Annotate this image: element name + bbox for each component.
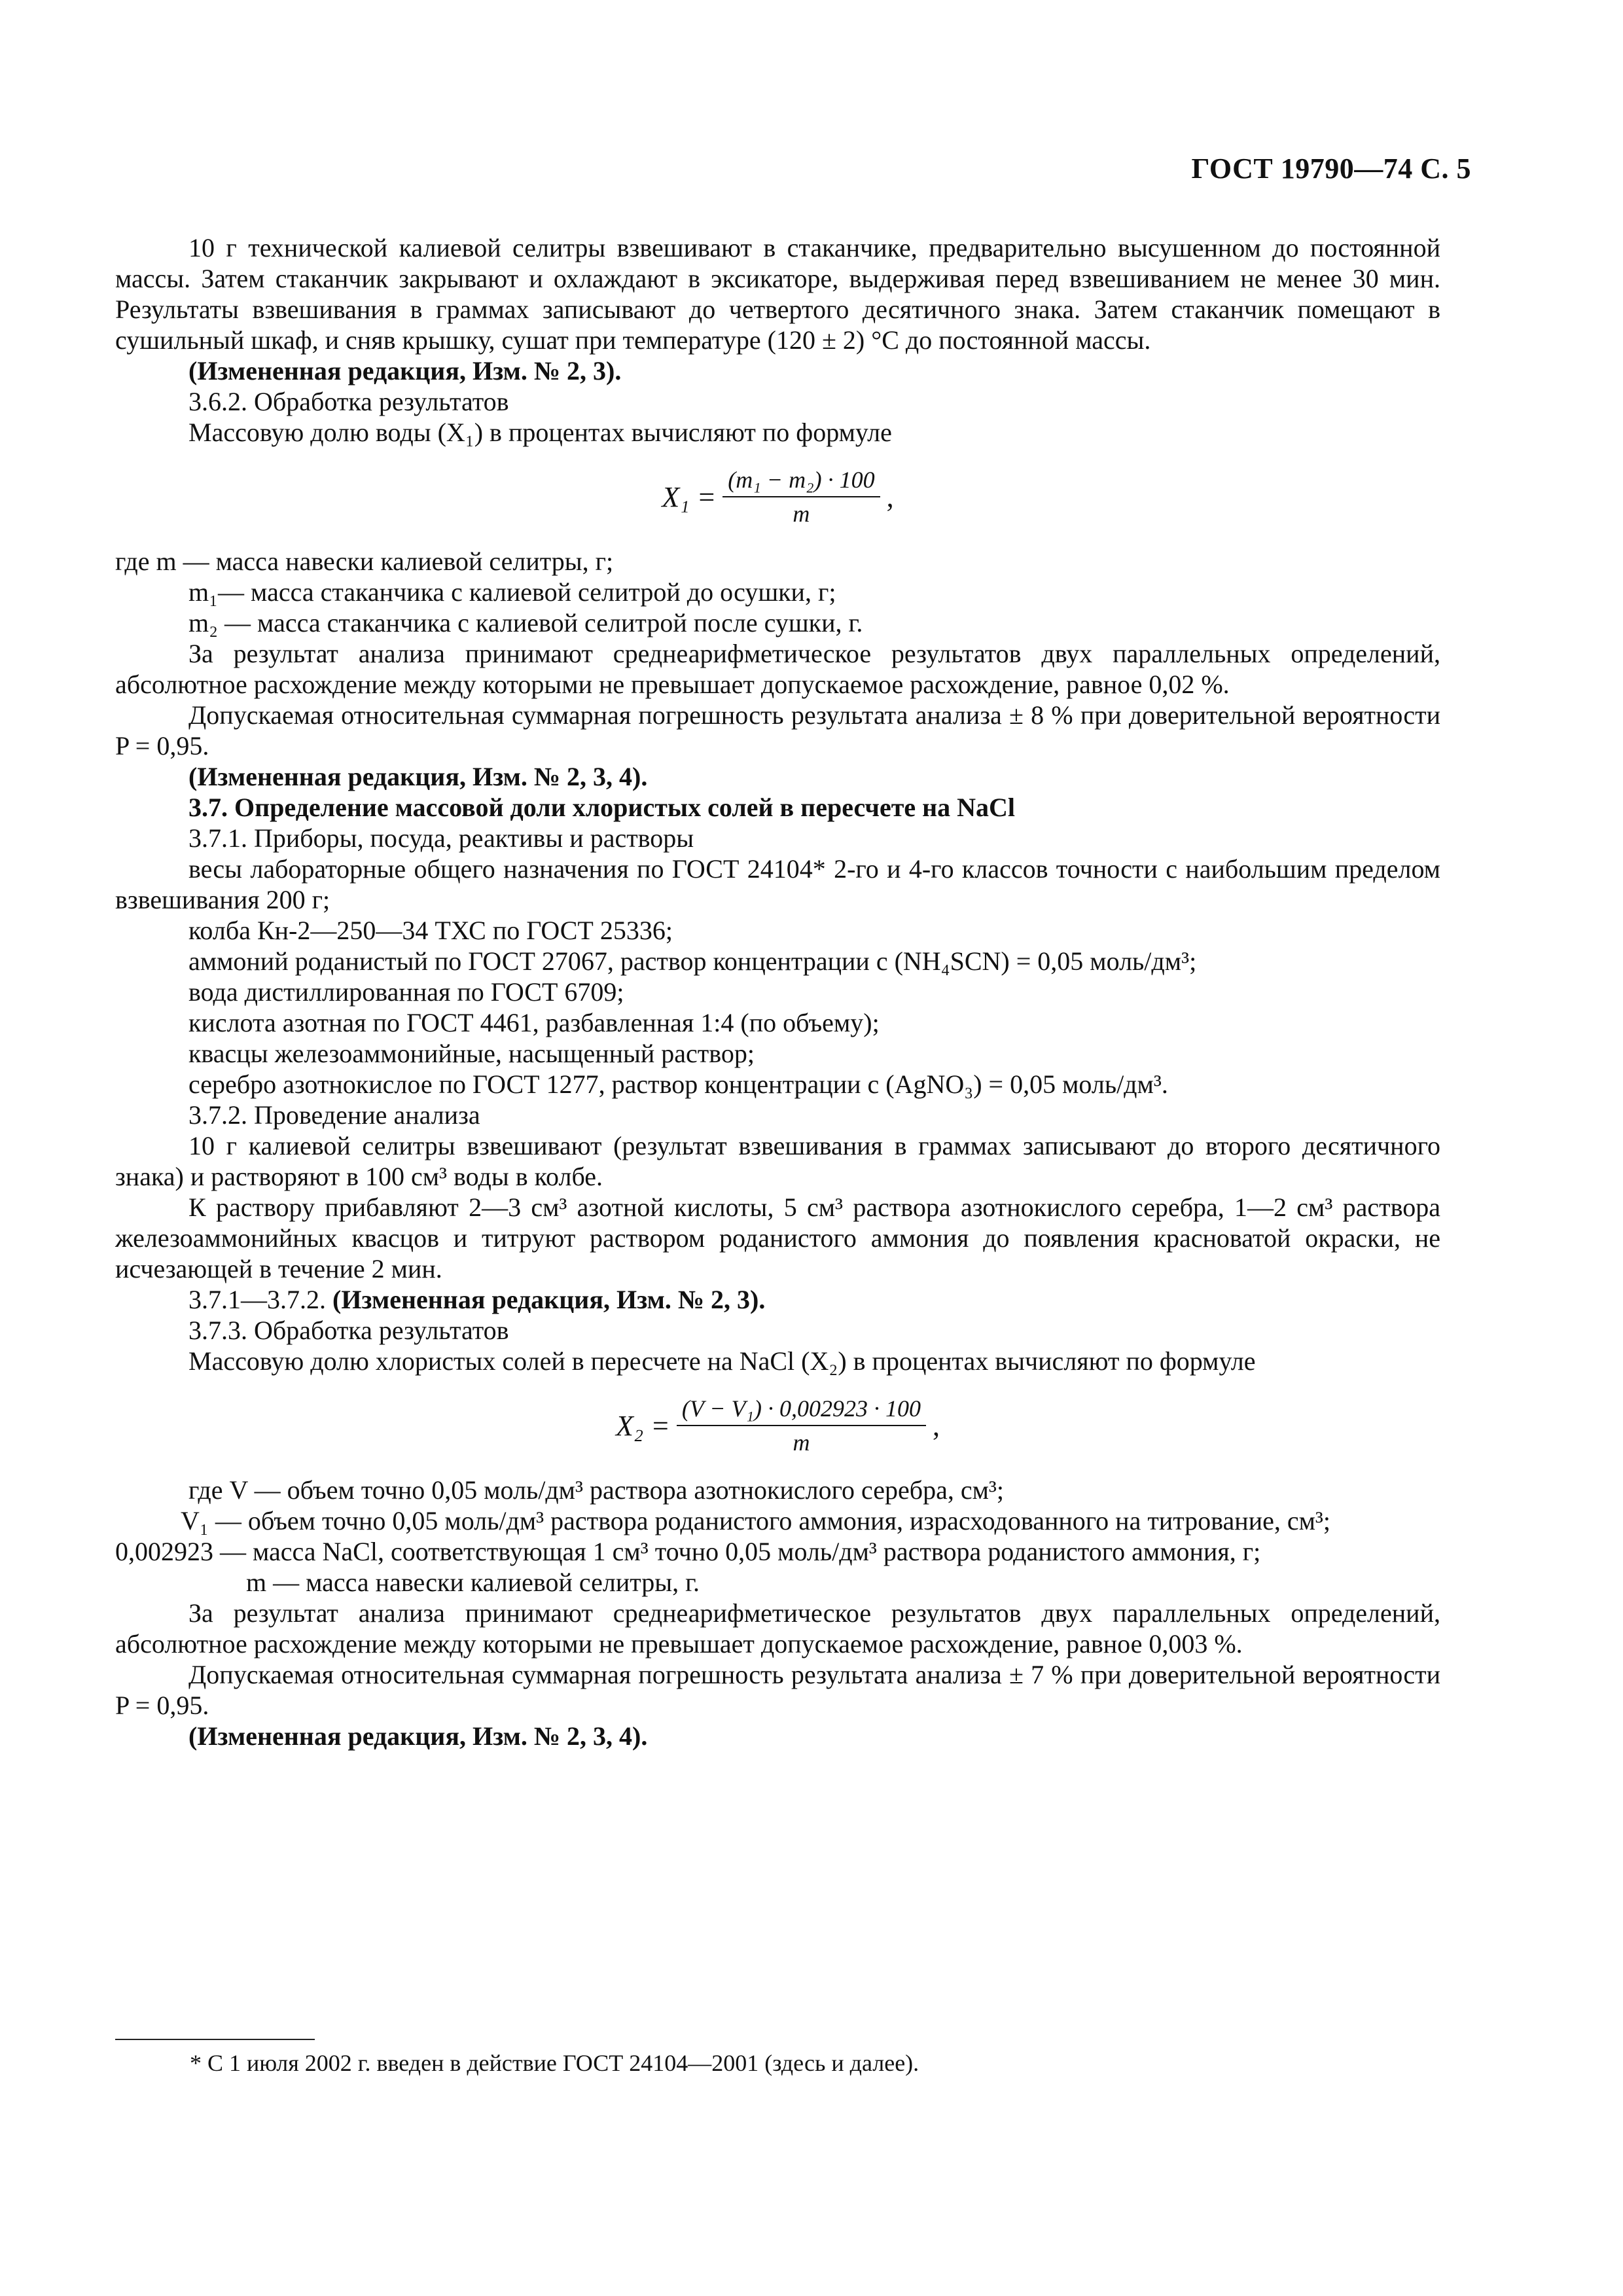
definition-item: m₁— масса стаканчика с калиевой селитрой до осушки, г; <box>188 577 836 607</box>
formula-x1 <box>115 448 1440 546</box>
formula-intro: Массовую долю хлористых солей в пересчете на NaCl (X₂) в процентах вычисляют по формуле <box>188 1346 1256 1376</box>
paragraph: Допускаемая относительная суммарная погрешность результата анализа ± 7 % при доверительной вероятности P = 0,95. <box>115 1660 1440 1720</box>
list-item: квасцы железоаммонийные, насыщенный раствор; <box>188 1039 755 1068</box>
formula-tail: , <box>933 1409 940 1442</box>
list-item: колба Кн-2—250—34 ТХС по ГОСТ 25336; <box>188 916 673 945</box>
footnote: * С 1 июля 2002 г. введен в действие ГОСТ 24104—2001 (здесь и далее). <box>190 2050 919 2076</box>
list-item: серебро азотнокислое по ГОСТ 1277, раствор концентрации c (AgNO₃) = 0,05 моль/дм³. <box>188 1069 1168 1099</box>
definition-item: где V — объем точно 0,05 моль/дм³ раствора азотнокислого серебра, см³; <box>188 1475 1005 1505</box>
equipment-list <box>115 853 1440 1100</box>
list-item: вода дистиллированная по ГОСТ 6709; <box>188 977 624 1007</box>
definitions-list <box>115 546 1440 638</box>
definition-item: m — масса навески калиевой селитры, г. <box>246 1568 700 1597</box>
revision-prefix: 3.7.1—3.7.2. <box>188 1285 326 1314</box>
fraction-denominator: m <box>793 1429 810 1456</box>
definition-item: m₂ — масса стаканчика с калиевой селитрой после сушки, г. <box>188 608 863 637</box>
fraction <box>722 466 880 528</box>
paragraph: За результат анализа принимают среднеарифметическое результатов двух параллельных определений, абсолютное расхождение между которыми не превышает допускаемое расхождение, равное 0,02 %. <box>115 639 1440 699</box>
page-header: ГОСТ 19790—74 С. 5 <box>1191 152 1471 185</box>
paragraph: 10 г технической калиевой селитры взвешивают в стаканчике, предварительно высушенном до постоянной массы. Затем стаканчик закрывают и охлаждают в эксикаторе, выдерживая перед взвешиванием не менее 30 мин. Результаты взвешивания в граммах записывают до четвертого десятичного знака. Затем стаканчик помещают в сушильный шкаф, и сняв крышку, сушат при температуре (120 ± 2) °С до постоянной массы. <box>115 233 1440 355</box>
fraction-denominator: m <box>793 501 810 527</box>
formula-lhs: X₂ = <box>616 1409 670 1442</box>
paragraph: Допускаемая относительная суммарная погрешность результата анализа ± 8 % при доверительной вероятности P = 0,95. <box>115 700 1440 761</box>
page-content <box>115 232 1440 1751</box>
definition-item: V₁ — объем точно 0,05 моль/дм³ раствора роданистого аммония, израсходованного на титрование, см³; <box>181 1506 1331 1535</box>
revision-note: (Измененная редакция, Изм. № 2, 3). <box>332 1285 766 1314</box>
list-item: кислота азотная по ГОСТ 4461, разбавленная 1:4 (по объему); <box>188 1008 880 1037</box>
list-item: весы лабораторные общего назначения по ГОСТ 24104* 2-го и 4-го классов точности с наибольшим пределом взвешивания 200 г; <box>115 854 1440 914</box>
footnote-divider <box>115 2039 315 2040</box>
list-item: аммоний роданистый по ГОСТ 27067, раствор концентрации c (NH₄SCN) = 0,05 моль/дм³; <box>188 946 1197 976</box>
fraction-numerator: (m₁ − m₂) · 100 <box>722 466 880 497</box>
section-heading-bold: 3.7. Определение массовой доли хлористых солей в пересчете на NaCl <box>188 793 1016 822</box>
revision-line <box>115 1284 1440 1315</box>
paragraph: К раствору прибавляют 2—3 см³ азотной кислоты, 5 см³ раствора азотнокислого серебра, 1—2 см³ раствора железоаммонийных квасцов и титруют раствором роданистого аммония до появления красноватой окраски, не исчезающей в течение 2 мин. <box>115 1193 1440 1283</box>
paragraph: За результат анализа принимают среднеарифметическое результатов двух параллельных определений, абсолютное расхождение между которыми не превышает допускаемое расхождение, равное 0,003 %. <box>115 1598 1440 1659</box>
section-heading: 3.7.3. Обработка результатов <box>188 1316 509 1345</box>
definition-item: 0,002923 — масса NaCl, соответствующая 1 см³ точно 0,05 моль/дм³ раствора роданистого аммония, г; <box>115 1537 1261 1566</box>
section-heading: 3.7.2. Проведение анализа <box>188 1100 480 1130</box>
definition-item: где m — масса навески калиевой селитры, г; <box>115 547 614 576</box>
formula-intro: Массовую долю воды (X₁) в процентах вычисляют по формуле <box>188 418 892 447</box>
formula-lhs: X₁ = <box>662 480 717 513</box>
fraction <box>677 1395 926 1456</box>
section-heading: 3.6.2. Обработка результатов <box>188 387 509 416</box>
revision-note: (Измененная редакция, Изм. № 2, 3, 4). <box>188 1721 648 1751</box>
fraction-numerator: (V − V₁) · 0,002923 · 100 <box>677 1395 926 1426</box>
paragraph: 10 г калиевой селитры взвешивают (результат взвешивания в граммах записывают до второго десятичного знака) и растворяют в 100 см³ воды в колбе. <box>115 1131 1440 1191</box>
definitions-list <box>115 1475 1440 1598</box>
revision-note: (Измененная редакция, Изм. № 2, 3, 4). <box>188 762 648 791</box>
formula-x2 <box>115 1376 1440 1475</box>
revision-note: (Измененная редакция, Изм. № 2, 3). <box>188 356 622 386</box>
section-heading: 3.7.1. Приборы, посуда, реактивы и растворы <box>188 823 694 853</box>
formula-tail: , <box>886 480 894 513</box>
